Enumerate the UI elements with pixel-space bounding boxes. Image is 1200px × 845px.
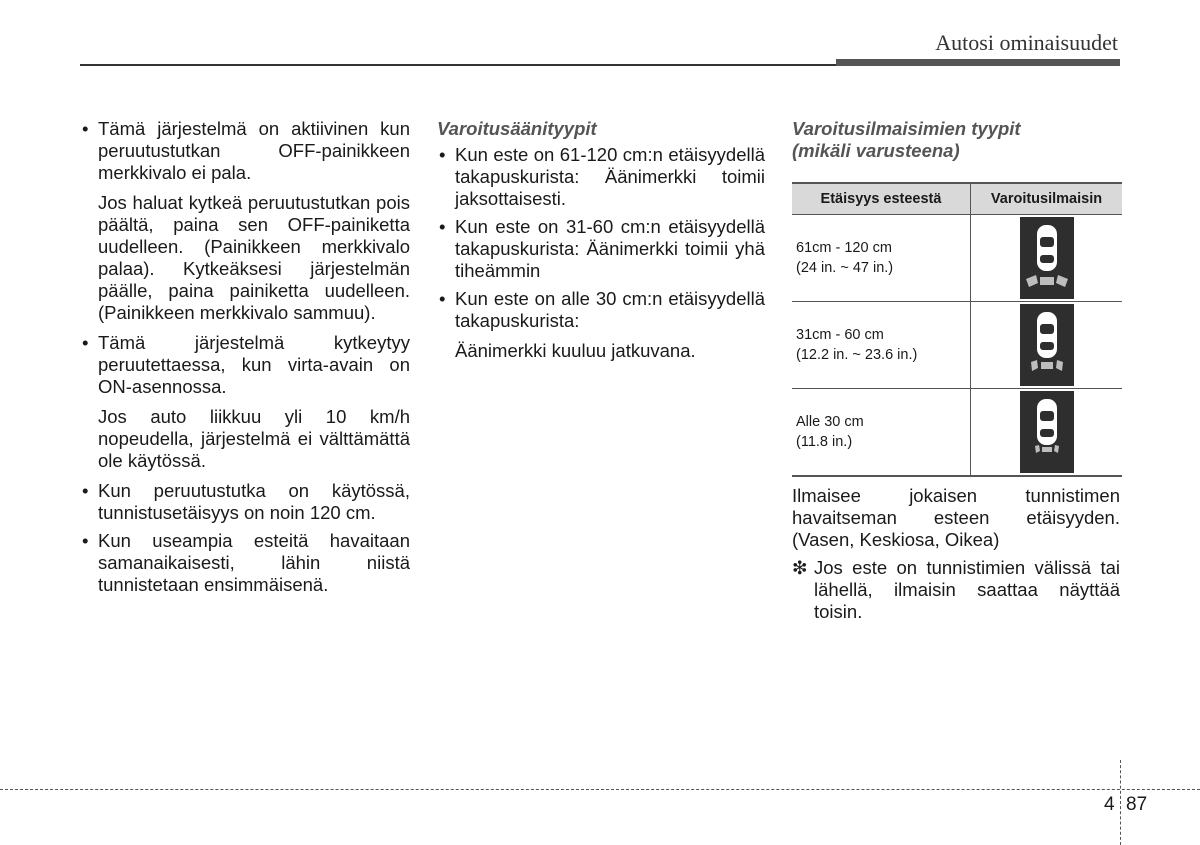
car-sensor-indicator-icon: [1020, 304, 1074, 386]
bullet-item: • Kun useampia esteitä havaitaan samanaikaisesti, lähin niistä tunnistetaan ensimmäisenä.: [80, 530, 410, 596]
column-header-distance: Etäisyys esteestä: [792, 183, 971, 215]
paragraph: Jos auto liikkuu yli 10 km/h nopeudella, järjestelmä ei välttämättä ole käytössä.: [98, 406, 410, 471]
indicator-cell: [971, 302, 1123, 389]
paragraph: Ilmaisee jokaisen tunnistimen havaitseman esteen etäisyyden. (Vasen, Keskiosa, Oikea): [792, 485, 1120, 550]
bullet-item: • Kun este on 31-60 cm:n etäisyydellä takapuskurista: Äänimerkki toimii yhä tiheämmin: [437, 216, 765, 282]
distance-imperial: (11.8 in.): [796, 434, 853, 450]
distance-cell: [792, 215, 971, 302]
distance-imperial: (12.2 in. ~ 23.6 in.): [796, 347, 918, 363]
table-row: [792, 302, 1122, 389]
distance-metric: Alle 30 cm: [796, 414, 864, 430]
warning-indicator-table: [792, 182, 1122, 477]
chapter-number: 4: [1104, 794, 1115, 815]
bullet-item: • Tämä järjestelmä kytkeytyy peruutettaessa, kun virta-avain on ON-asennossa.: [80, 332, 410, 398]
indicator-cell: [971, 215, 1123, 302]
car-sensor-indicator-icon: [1020, 391, 1074, 473]
bullet-item: • Kun este on 61-120 cm:n etäisyydellä takapuskurista: Äänimerkki toimii jaksottaisesti.: [437, 144, 765, 210]
page-number: 87: [1126, 794, 1148, 815]
header-bar: [836, 59, 1120, 66]
header-rule: [80, 64, 836, 66]
column-middle: [437, 118, 765, 370]
bullet-item: • Kun este on alle 30 cm:n etäisyydellä takapuskurista:: [437, 288, 765, 332]
bullet-item: • Tämä järjestelmä on aktiivinen kun peruutustutkan OFF-painikkeen merkkivalo ei pala.: [80, 118, 410, 184]
indicator-cell: [971, 389, 1123, 477]
distance-cell: [792, 302, 971, 389]
footer-divider: [1120, 760, 1121, 845]
heading-line-1: Varoitusilmaisimien tyypit: [792, 118, 1021, 139]
page-header-title: Autosi ominaisuudet: [935, 30, 1118, 55]
distance-imperial: (24 in. ~ 47 in.): [796, 260, 894, 276]
section-heading: Varoitusäänityypit: [437, 118, 597, 139]
distance-metric: 31cm - 60 cm: [796, 327, 884, 343]
table-row: [792, 215, 1122, 302]
distance-cell: [792, 389, 971, 477]
note: [792, 557, 1120, 623]
column-right: [792, 118, 1120, 623]
bullet-item: • Kun peruutustutka on käytössä, tunnistusetäisyys on noin 120 cm.: [80, 480, 410, 524]
note-asterisk-icon: ❇: [792, 557, 808, 578]
car-sensor-indicator-icon: [1020, 217, 1074, 299]
paragraph: Jos haluat kytkeä peruutustutkan pois päältä, paina sen OFF-painiketta uudelleen. (Painikkeen merkkivalo palaa). Kytkeäksesi järjestelmän päälle, paina painiketta uudelleen. (Painikkeen merkkivalo sammuu).: [98, 192, 410, 323]
table-row: [792, 389, 1122, 477]
column-header-indicator: Varoitusilmaisin: [971, 183, 1123, 215]
footer-rule: [0, 789, 1200, 790]
paragraph: Äänimerkki kuuluu jatkuvana.: [455, 340, 696, 361]
note-text: Jos este on tunnistimien välissä tai lähellä, ilmaisin saattaa näyttää toisin.: [814, 557, 1120, 622]
column-left: [80, 118, 410, 602]
distance-metric: 61cm - 120 cm: [796, 240, 892, 256]
section-heading: [792, 118, 1120, 162]
heading-line-2: (mikäli varusteena): [792, 140, 960, 161]
